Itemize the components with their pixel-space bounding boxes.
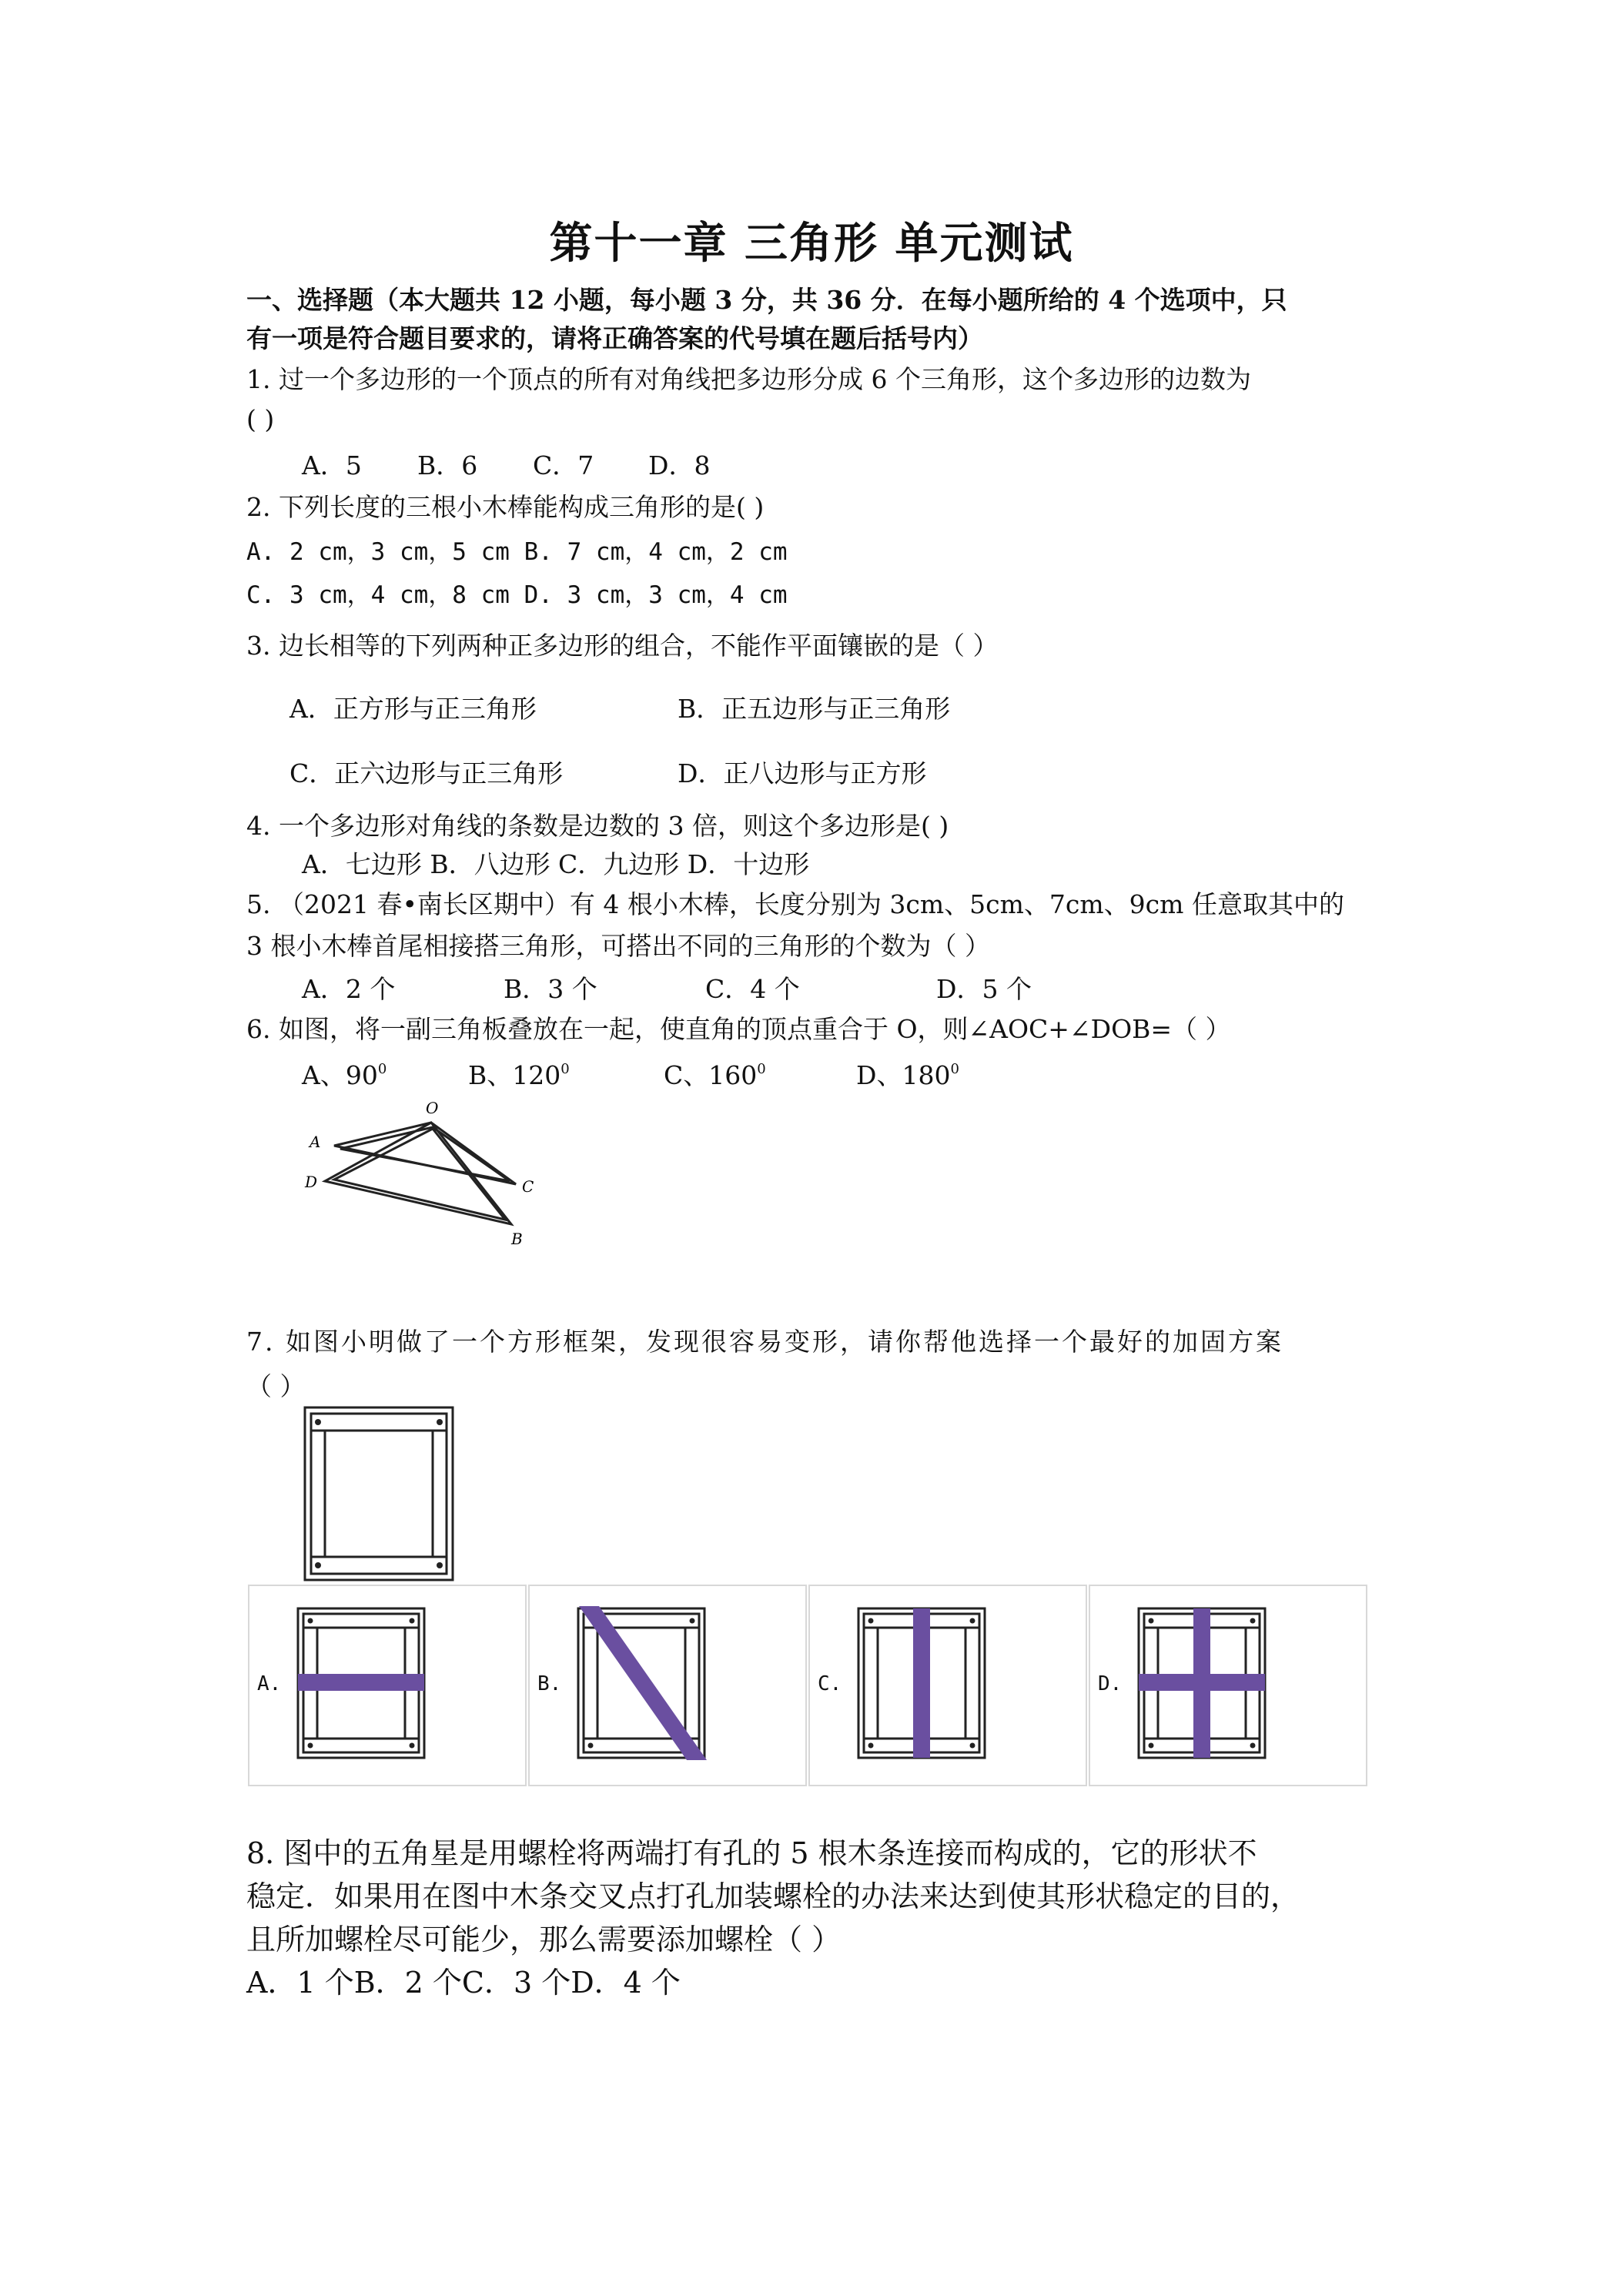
label-d: D (305, 1173, 318, 1191)
q7-square-frame (302, 1404, 456, 1583)
q1-option-d: D．8 (648, 450, 711, 480)
section-instructions-line1: 一、选择题（本大题共 12 小题，每小题 3 分，共 36 分．在每小题所给的 4 个选项中，只 (246, 285, 1287, 315)
q2-stem: 2. 下列长度的三根小木棒能构成三角形的是( ) (246, 492, 765, 522)
q4-stem: 4. 一个多边形对角线的条数是边数的 3 倍，则这个多边形是( ) (246, 811, 949, 841)
q1-option-c: C．7 (533, 450, 594, 480)
q7-option-d-panel[interactable] (1089, 1585, 1367, 1786)
triangle-aoc-inner (340, 1127, 510, 1181)
q2-options-row1: A. 2 cm，3 cm，5 cm B. 7 cm，4 cm，2 cm (246, 538, 788, 566)
q7-stem: 7. 如图小明做了一个方形框架，发现很容易变形，请你帮他选择一个最好的加固方案 (246, 1327, 1283, 1357)
q6-triangle-figure (293, 1092, 570, 1261)
page-title: 第十一章 三角形 单元测试 (549, 218, 1074, 269)
q3-stem: 3. 边长相等的下列两种正多边形的组合，不能作平面镶嵌的是（ ） (246, 631, 999, 661)
section-instructions-line2: 有一项是符合题目要求的，请将正确答案的代号填在题后括号内） (246, 323, 983, 353)
q6-option-c: C、$160^0$ (664, 1060, 766, 1090)
q1-option-a: A．5 (302, 450, 362, 480)
label-o: O (426, 1099, 439, 1117)
label-b: B (511, 1230, 523, 1248)
q6-stem: 6. 如图，将一副三角板叠放在一起，使直角的顶点重合于 O，则∠AOC+∠DOB=（ ） (246, 1014, 1231, 1044)
brace-vertical (1193, 1608, 1210, 1758)
q5-option-a: A．2 个 (302, 974, 396, 1004)
q6-option-b: B、$120^0$ (468, 1060, 570, 1090)
q8-options: A．1 个B．2 个C．3 个D．4 个 (246, 1966, 681, 2000)
q5-option-d: D．5 个 (936, 974, 1032, 1004)
q7-option-a-label: A. (257, 1672, 282, 1695)
q4-options: A．七边形 B．八边形 C．九边形 D．十边形 (302, 849, 810, 879)
q7-option-a-frame (296, 1606, 427, 1760)
q6-option-a: A、$90^0$ (302, 1060, 387, 1090)
q8-line2: 稳定．如果用在图中木条交叉点打孔加装螺栓的办法来达到使其形状稳定的目的， (246, 1879, 1300, 1913)
q3-option-b: B．正五边形与正三角形 (678, 694, 951, 724)
label-a: A (310, 1133, 321, 1151)
q5-stem: 5. （2021 春•南长区期中）有 4 根小木棒，长度分别为 3cm、5cm、7cm、9cm 任意取其中的 (246, 889, 1344, 919)
q7-option-d-label: D. (1098, 1672, 1123, 1695)
q7-option-a-panel[interactable] (248, 1585, 527, 1786)
q5-option-c: C．4 个 (705, 974, 800, 1004)
label-c: C (522, 1177, 534, 1196)
q3-option-d: D．正八边形与正方形 (678, 758, 927, 788)
q1-option-b: B．6 (417, 450, 478, 480)
q7-option-d-frame (1136, 1606, 1267, 1760)
q7-option-b-panel[interactable] (528, 1585, 807, 1786)
q7-paren: （ ） (246, 1371, 306, 1401)
q1-paren: ( ) (246, 404, 275, 434)
brace-vertical (913, 1608, 930, 1758)
q1-stem: 1. 过一个多边形的一个顶点的所有对角线把多边形分成 6 个三角形，这个多边形的边数为 (246, 364, 1251, 394)
q3-option-c: C．正六边形与正三角形 (289, 758, 564, 788)
q7-option-b-label: B. (537, 1672, 562, 1695)
q8-line1: 8. 图中的五角星是用螺栓将两端打有孔的 5 根木条连接而构成的，它的形状不 (246, 1836, 1257, 1870)
q2-options-row2: C. 3 cm，4 cm，8 cm D. 3 cm，3 cm，4 cm (246, 581, 788, 609)
brace-horizontal (298, 1674, 424, 1691)
triangle-dob (325, 1123, 511, 1224)
q7-option-b-frame (576, 1606, 707, 1760)
q3-option-a: A．正方形与正三角形 (289, 694, 537, 724)
q5-option-b: B．3 个 (504, 974, 597, 1004)
q5-stem-2: 3 根小木棒首尾相接搭三角形，可搭出不同的三角形的个数为（ ） (246, 931, 990, 961)
q7-option-c-frame (856, 1606, 987, 1760)
q7-option-c-panel[interactable] (808, 1585, 1087, 1786)
q6-option-d: D、$180^0$ (856, 1060, 959, 1090)
q7-option-c-label: C. (818, 1672, 842, 1695)
q8-line3: 且所加螺栓尽可能少，那么需要添加螺栓（ ） (246, 1923, 842, 1956)
